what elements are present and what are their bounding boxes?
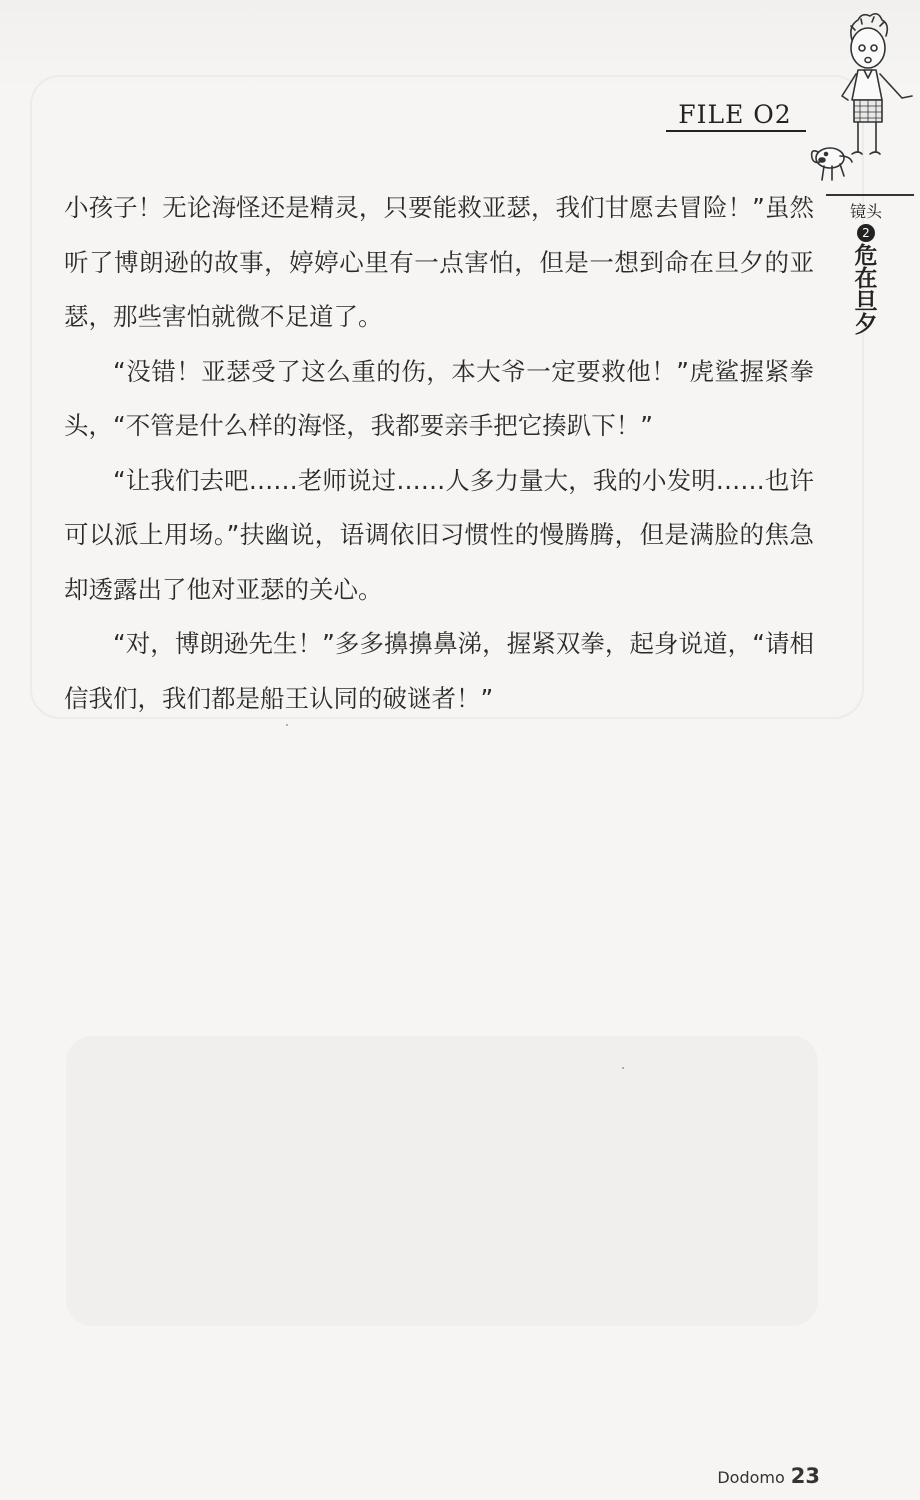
brand-name: Dodomo <box>717 1468 785 1487</box>
chapter-side-title <box>836 199 896 336</box>
file-label-underline <box>666 130 806 132</box>
page-footer <box>717 1464 820 1488</box>
page-number: 23 <box>790 1464 820 1488</box>
paper-speck <box>286 724 288 726</box>
chapter-number-badge: 2 <box>857 224 875 242</box>
paragraph-3: “让我们去吧……老师说过……人多力量大，我的小发明……也许可以派上用场。”扶幽说，语调依旧习惯性的慢腾腾，但是满脸的焦急却透露出了他对亚瑟的关心。 <box>64 465 814 604</box>
paragraph-2: “没错！亚瑟受了这么重的伤，本大爷一定要救他！”虎鲨握紧拳头，“不管是什么样的海怪，我都要亲手把它揍趴下！” <box>64 356 814 440</box>
paragraph-4: “对，博朗逊先生！”多多擤擤鼻涕，握紧双拳，起身说道，“请相信我们，我们都是船王认同的破谜者！” <box>64 629 814 713</box>
story-text <box>64 181 814 726</box>
chapter-title: 危在旦夕 <box>854 242 878 338</box>
paragraph-1: 小孩子！无论海怪还是精灵，只要能救亚瑟，我们甘愿去冒险！”虽然听了博朗逊的故事，婷婷心里有一点害怕，但是一想到命在旦夕的亚瑟，那些害怕就微不足道了。 <box>64 193 814 331</box>
file-label: FILE O2 <box>678 100 792 129</box>
chapter-label: 镜头 <box>849 202 882 221</box>
showthrough-panel-bottom <box>66 1036 818 1326</box>
mascot-boy-dog-illustration <box>800 8 920 193</box>
paper-speck <box>622 1067 624 1069</box>
side-nav-rule <box>826 194 914 196</box>
